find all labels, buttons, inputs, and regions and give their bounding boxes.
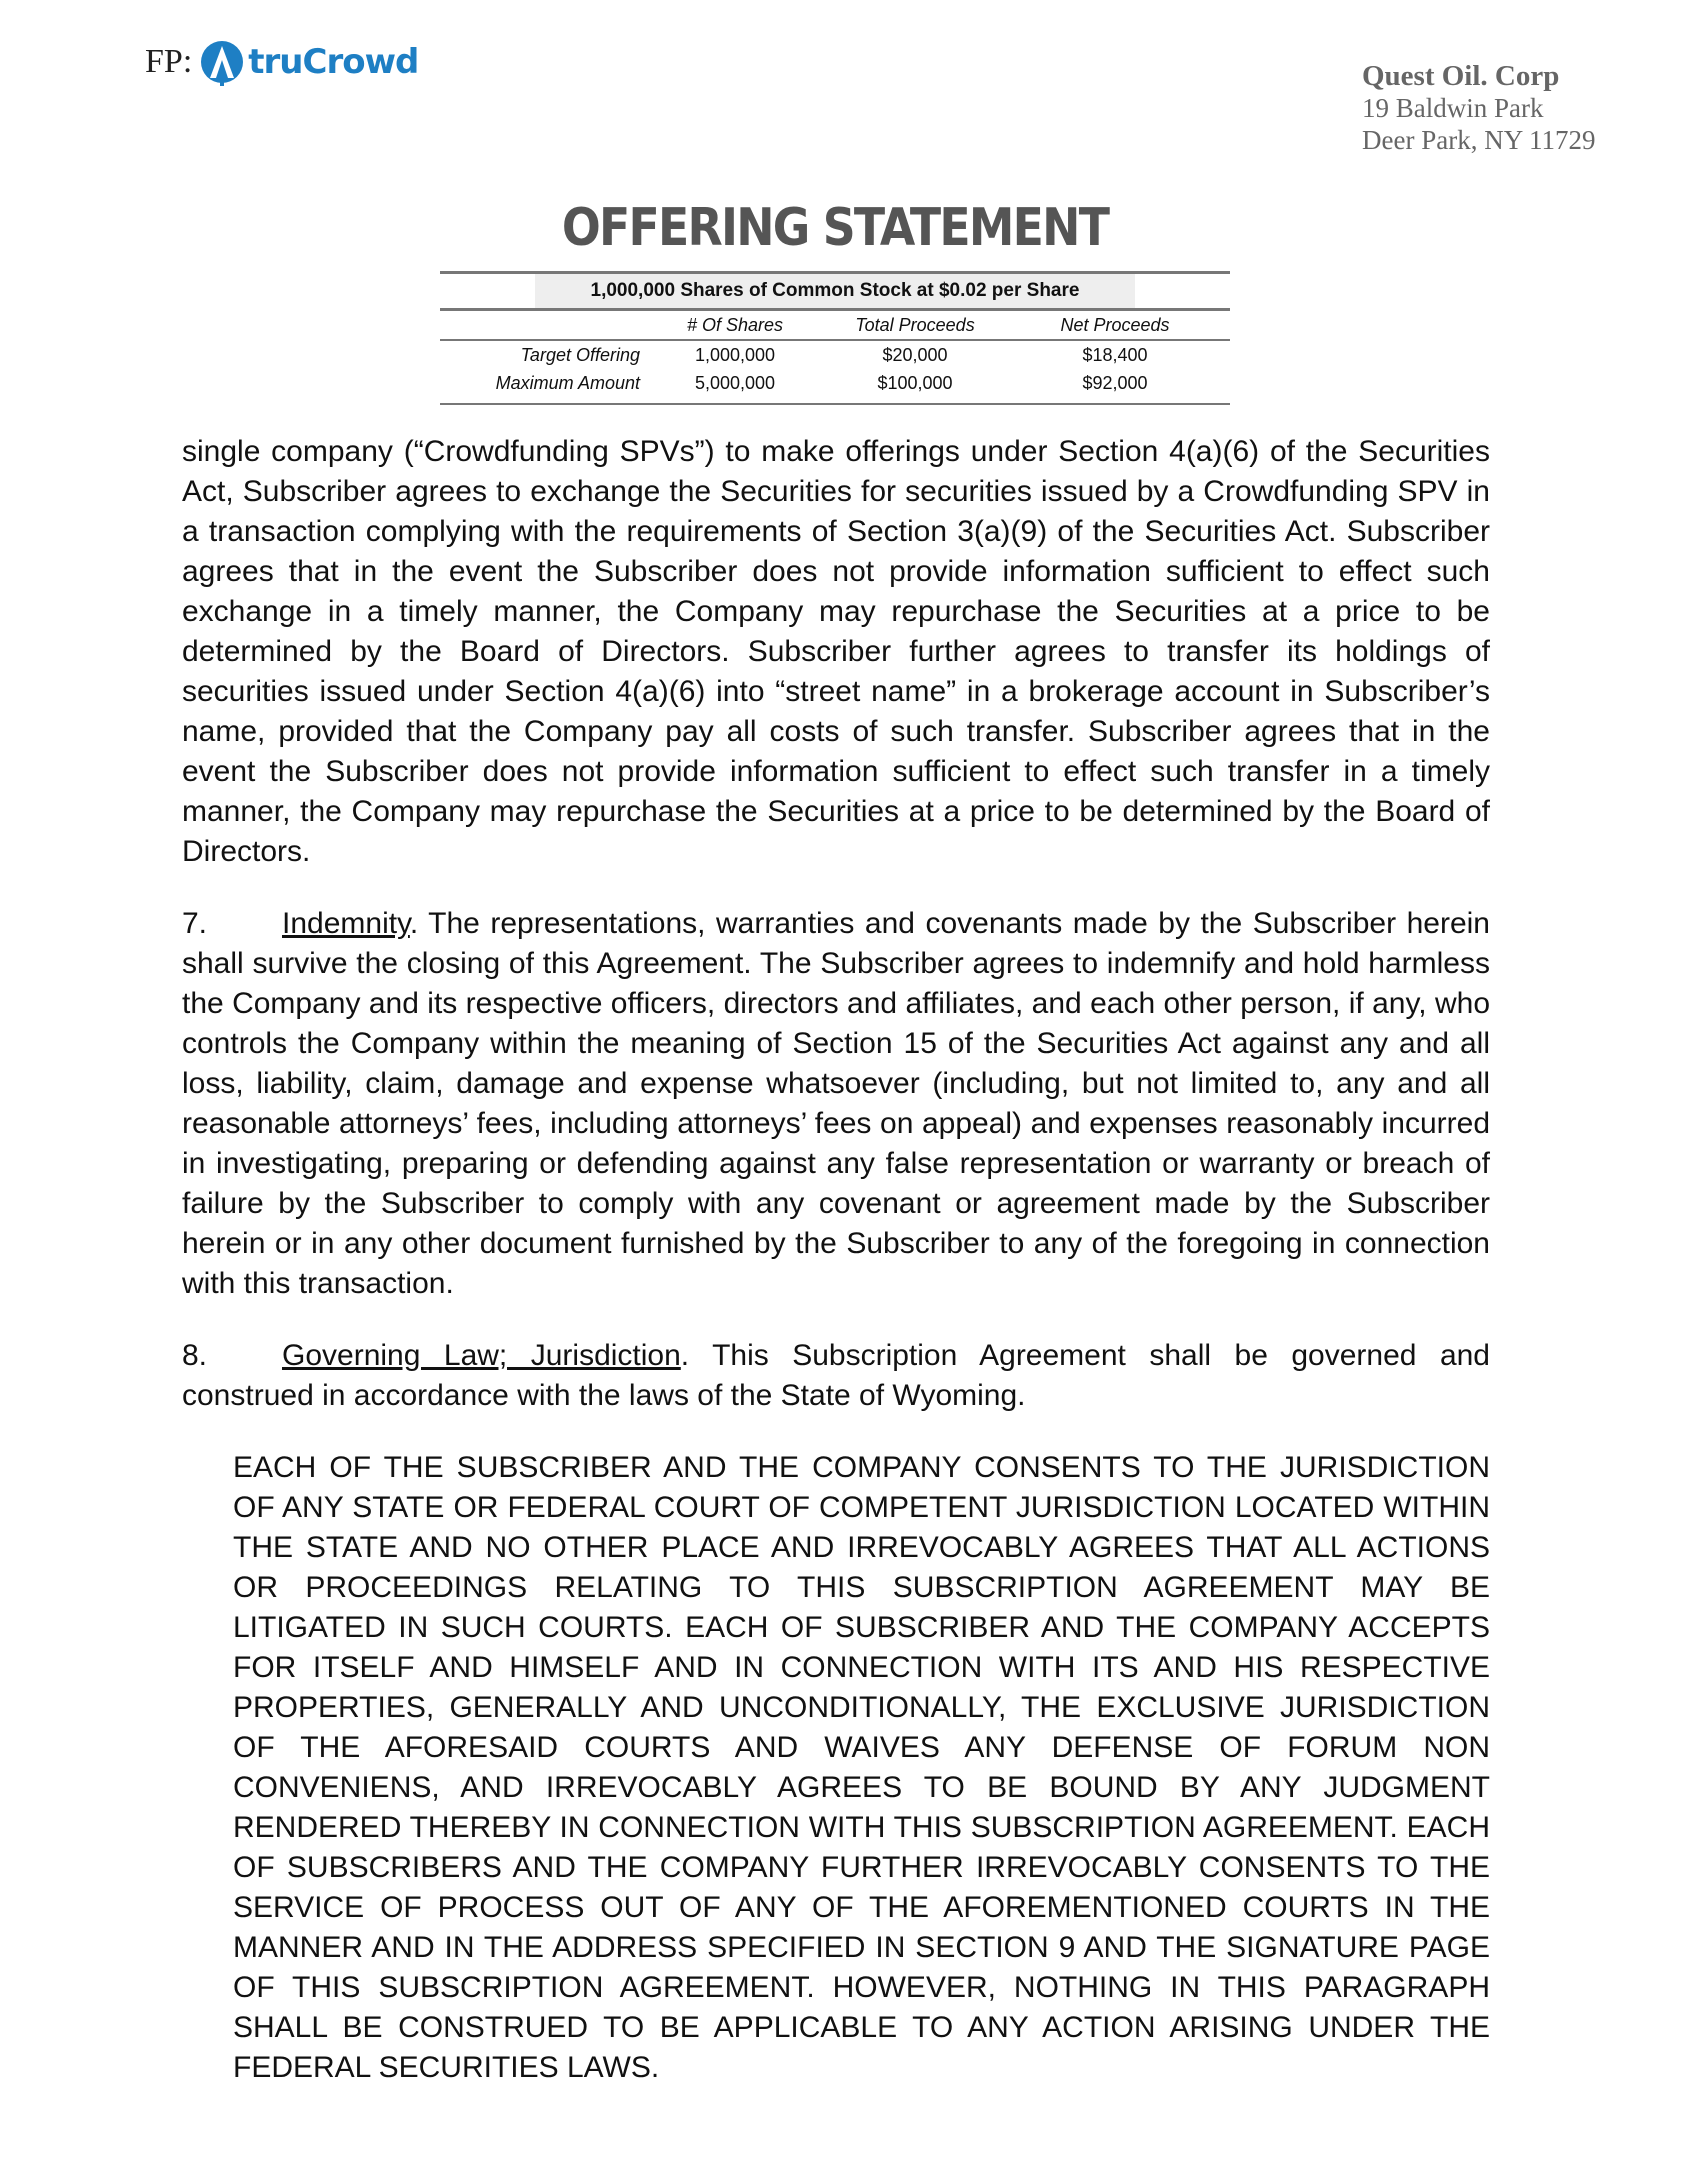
brand-name: truCrowd — [248, 42, 419, 82]
offering-table — [440, 271, 1230, 405]
section-heading: Indemnity — [282, 907, 410, 940]
page-title: OFFERING STATEMENT — [561, 198, 1109, 258]
col-shares: # Of Shares — [686, 314, 784, 335]
address-line-2: Deer Park, NY 11729 — [1362, 125, 1596, 155]
section-number: 8. — [182, 1339, 208, 1372]
address-line-1: 19 Baldwin Park — [1362, 93, 1544, 123]
section-7 — [182, 904, 1490, 1304]
row-label: Maximum Amount — [495, 372, 640, 393]
cell-net: $18,400 — [1082, 344, 1148, 365]
fp-prefix: FP: — [145, 43, 193, 80]
paragraph-continued: single company (“Crowdfunding SPVs”) to make offerings under Section 4(a)(6) of the Securities Act, Subscriber agrees to exchange the Securities for securities issued by a Crowdfunding SPV in a transaction complying with the requirements of Section 3(a)(9) of the Securities Act. Subscriber agrees that in the event the Subscriber does not provide information sufficient to effect such exchange in a timely manner, the Company may repurchase the Securities at a price to be determined by the Board of Directors. Subscriber further agrees to transfer its holdings of securities issued under Section 4(a)(6) into “street name” in a brokerage account in Subscriber’s name, provided that the Company pay all costs of such transfer. Subscriber agrees that in the event the Subscriber does not provide information sufficient to effect such transfer in a timely manner, the Company may repurchase the Securities at a price to be determined by the Board of Directors. — [182, 435, 1490, 868]
jurisdiction-paragraph: EACH OF THE SUBSCRIBER AND THE COMPANY CONSENTS TO THE JURISDICTION OF ANY STATE OR FEDERAL COURT OF COMPETENT JURISDICTION LOCATED WITHIN THE STATE AND NO OTHER PLACE AND IRREVOCABLY AGREES THAT ALL ACTIONS OR PROCEEDINGS RELATING TO THIS SUBSCRIPTION AGREEMENT MAY BE LITIGATED IN SUCH COURTS. EACH OF SUBSCRIBER AND THE COMPANY ACCEPTS FOR ITSELF AND HIMSELF AND IN CONNECTION WITH ITS AND HIS RESPECTIVE PROPERTIES, GENERALLY AND UNCONDITIONALLY, THE EXCLUSIVE JURISDICTION OF THE AFORESAID COURTS AND WAIVES ANY DEFENSE OF FORUM NON CONVENIENS, AND IRREVOCABLY AGREES TO BE BOUND BY ANY JUDGMENT RENDERED THEREBY IN CONNECTION WITH THIS SUBSCRIPTION AGREEMENT. EACH OF SUBSCRIBERS AND THE COMPANY FURTHER IRREVOCABLY CONSENTS TO THE SERVICE OF PROCESS OUT OF ANY OF THE AFOREMENTIONED COURTS IN THE MANNER AND IN THE ADDRESS SPECIFIED IN SECTION 9 AND THE SIGNATURE PAGE OF THIS SUBSCRIPTION AGREEMENT. HOWEVER, NOTHING IN THIS PARAGRAPH SHALL BE CONSTRUED TO BE APPLICABLE TO ANY ACTION ARISING UNDER THE FEDERAL SECURITIES LAWS. — [233, 1451, 1490, 2084]
offering-caption: 1,000,000 Shares of Common Stock at $0.02 per Share — [535, 274, 1135, 308]
cell-shares: 1,000,000 — [694, 344, 776, 365]
section-text: . The representations, warranties and covenants made by the Subscriber herein shall survive the closing of this Agreement. The Subscriber agrees to indemnify and hold harmless the Company and its respective officers, directors and affiliates, and each other person, if any, who controls the Company within the meaning of Section 15 of the Securities Act against any and all loss, liability, claim, damage and expense whatsoever (including, but not limited to, any and all reasonable attorneys’ fees, including attorneys’ fees on appeal) and expenses reasonably incurred in investigating, preparing or defending against any false representation or warranty or breach of failure by the Subscriber to comply with any covenant or agreement made by the Subscriber herein or in any other document furnished by the Subscriber to any of the foregoing in connection with this transaction. — [182, 907, 1490, 1300]
col-total: Total Proceeds — [855, 314, 975, 335]
section-8 — [182, 1336, 1490, 1416]
col-net: Net Proceeds — [1060, 314, 1170, 335]
cell-total: $100,000 — [877, 372, 953, 393]
document-body — [182, 432, 1490, 2120]
section-text: . This Subscription Agreement shall be governed and construed in accordance with the laws of the State of Wyoming. — [182, 1339, 1490, 1412]
cell-total: $20,000 — [882, 344, 948, 365]
company-name: Quest Oil. Corp — [1362, 60, 1560, 92]
row-label: Target Offering — [520, 344, 640, 365]
trucrowd-logo — [145, 38, 418, 86]
cell-shares: 5,000,000 — [694, 372, 776, 393]
trucrowd-mark-icon — [200, 38, 244, 86]
company-address — [1362, 60, 1595, 156]
section-number: 7. — [182, 907, 208, 940]
cell-net: $92,000 — [1082, 372, 1148, 393]
table-row — [440, 369, 1230, 397]
table-row — [440, 341, 1230, 369]
table-header — [440, 311, 1230, 339]
section-heading: Governing Law; Jurisdiction — [282, 1339, 681, 1372]
